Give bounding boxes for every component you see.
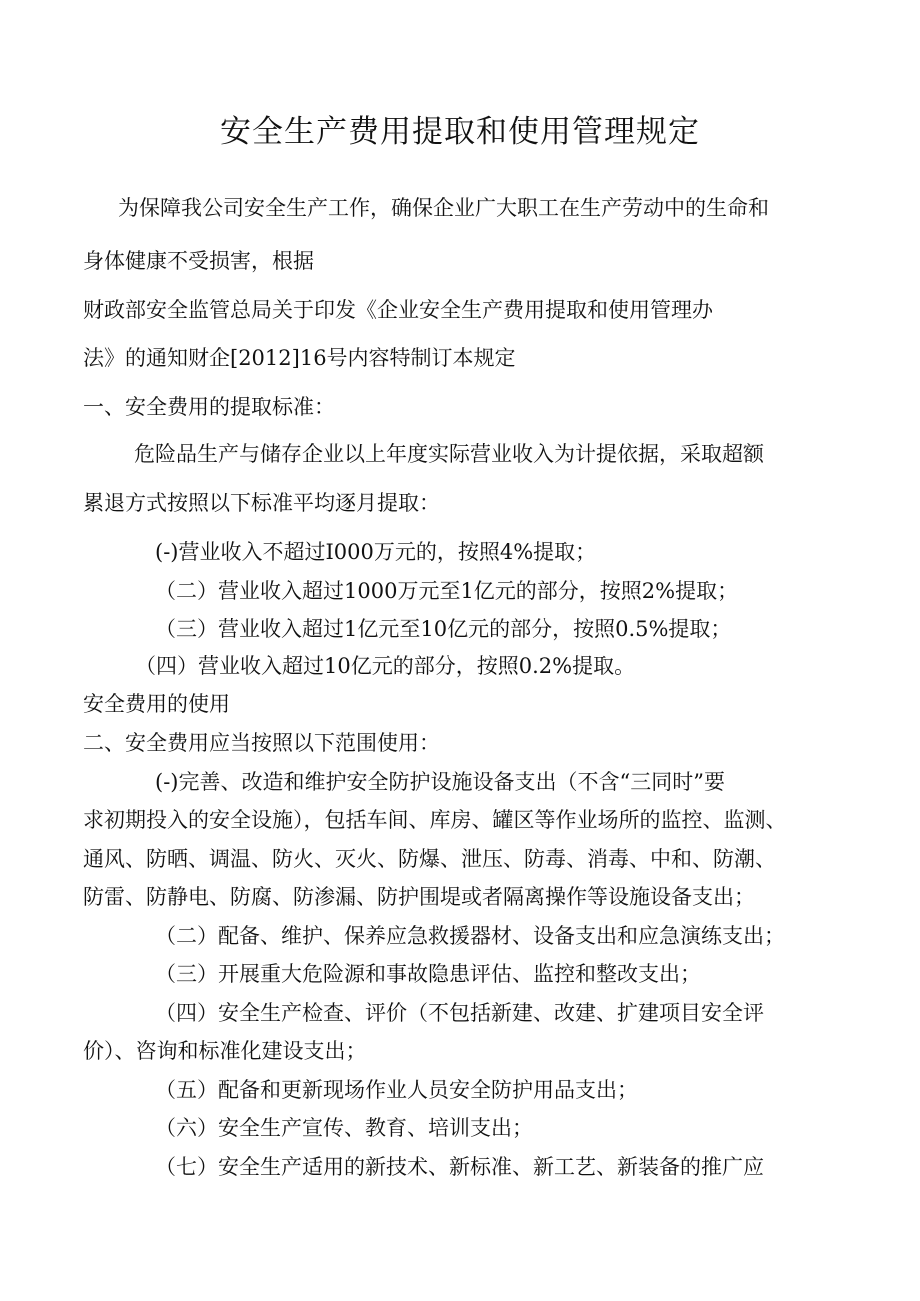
list-item-continuation: 通风、防晒、调温、防火、灭火、防爆、泄压、防毒、消毒、中和、防潮、	[83, 847, 776, 871]
list-item: （五）配备和更新现场作业人员安全防护用品支出；	[155, 1078, 638, 1102]
intro-line-1: 为保障我公司安全生产工作，确保企业广大职工在生产劳动中的生命和	[118, 196, 769, 220]
list-item-continuation: 求初期投入的安全设施），包括车间、库房、罐区等作业场所的监控、监测、	[83, 808, 787, 832]
list-item: （四）安全生产检查、评价（不包括新建、改建、扩建项目安全评	[155, 1001, 764, 1025]
list-item: （二）配备、维护、保养应急救援器材、设备支出和应急演练支出；	[155, 924, 785, 948]
intro-line-4: 法》的通知财企[2012]16号内容特制订本规定	[83, 346, 516, 370]
intro-line-2: 身体健康不受损害，根据	[83, 249, 314, 273]
section-heading-2: 二、安全费用应当按照以下范围使用：	[83, 731, 440, 755]
list-item: （四）营业收入超过10亿元的部分，按照0.2%提取。	[135, 654, 636, 678]
list-item: （三）营业收入超过1亿元至10亿元的部分，按照0.5%提取；	[155, 617, 732, 641]
list-item: （三）开展重大危险源和事故隐患评估、监控和整改支出；	[155, 962, 701, 986]
list-item: (-)营业收入不超过I000万元的，按照4%提取；	[155, 540, 597, 564]
list-item: (-)完善、改造和维护安全防护设施设备支出（不含“三同时”要	[155, 770, 725, 794]
section-heading-1: 一、安全费用的提取标准：	[83, 395, 335, 419]
section-heading: 安全费用的使用	[83, 692, 230, 716]
document-title: 安全生产费用提取和使用管理规定	[220, 114, 700, 150]
list-item-continuation: 防雷、防静电、防腐、防渗漏、防护围堤或者隔离操作等设施设备支出；	[83, 885, 755, 909]
list-item: （二）营业收入超过1000万元至1亿元的部分，按照2%提取；	[155, 579, 739, 603]
paragraph-line: 危险品生产与储存企业以上年度实际营业收入为计提依据，采取超额	[134, 442, 764, 466]
paragraph-line: 累退方式按照以下标准平均逐月提取：	[83, 491, 440, 515]
list-item-continuation: 价）、咨询和标准化建设支出；	[83, 1039, 367, 1063]
intro-line-3: 财政部安全监管总局关于印发《企业安全生产费用提取和使用管理办	[83, 298, 713, 322]
list-item: （七）安全生产适用的新技术、新标准、新工艺、新装备的推广应	[155, 1155, 764, 1179]
list-item: （六）安全生产宣传、教育、培训支出；	[155, 1116, 533, 1140]
